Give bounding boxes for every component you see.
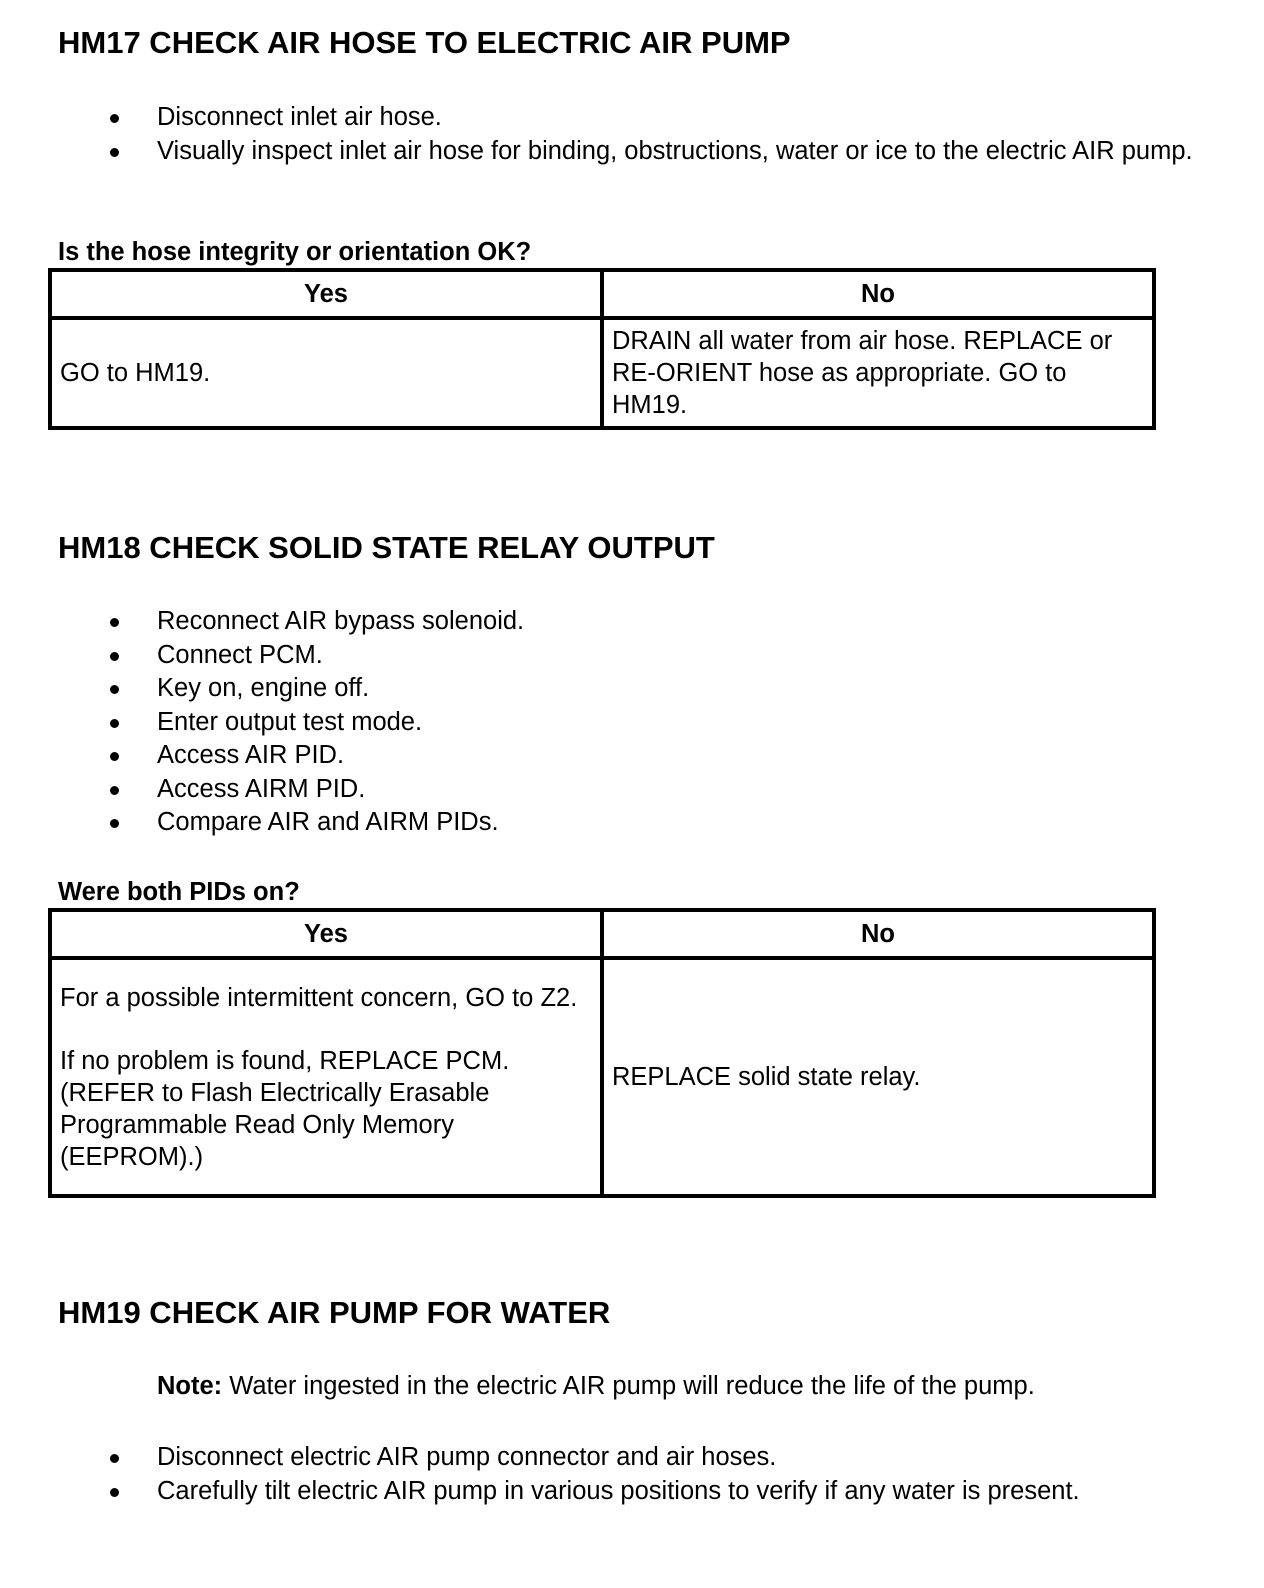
bullet-icon <box>110 148 119 157</box>
hm18-no-header: No <box>602 910 1154 958</box>
hm19-note <box>157 1370 1035 1403</box>
hm17-decision-table <box>48 268 1156 430</box>
bullet-icon <box>110 1454 119 1463</box>
hm18-step: Access AIR PID. <box>0 739 1197 773</box>
hm17-yes-header: Yes <box>50 270 602 318</box>
bullet-icon <box>110 786 119 795</box>
hm18-question: Were both PIDs on? <box>58 878 300 906</box>
bullet-icon <box>110 719 119 728</box>
hm17-step: Disconnect inlet air hose. <box>0 101 1197 135</box>
bullet-icon <box>110 114 119 123</box>
hm19-step: Disconnect electric AIR pump connector and air hoses. <box>0 1441 1197 1475</box>
hm18-step: Compare AIR and AIRM PIDs. <box>0 806 1197 840</box>
bullet-icon <box>110 618 119 627</box>
hm18-yes-text-1: For a possible intermittent concern, GO to Z2. <box>60 983 578 1012</box>
note-text: Water ingested in the electric AIR pump will reduce the life of the pump. <box>222 1372 1035 1400</box>
hm19-steps <box>0 1441 1197 1508</box>
bullet-icon <box>110 819 119 828</box>
hm18-yes-header: Yes <box>50 910 602 958</box>
hm17-no-cell: DRAIN all water from air hose. REPLACE or RE-ORIENT hose as appropriate. GO to HM19. <box>602 318 1154 428</box>
hm18-decision-table <box>48 908 1156 1198</box>
hm19-step: Carefully tilt electric AIR pump in various positions to verify if any water is present. <box>0 1475 1197 1509</box>
hm17-yes-cell: GO to HM19. <box>50 318 602 428</box>
hm18-no-cell: REPLACE solid state relay. <box>602 958 1154 1196</box>
hm18-step: Reconnect AIR bypass solenoid. <box>0 605 1197 639</box>
hm18-step: Connect PCM. <box>0 639 1197 673</box>
hm18-step: Access AIRM PID. <box>0 773 1197 807</box>
bullet-icon <box>110 1488 119 1497</box>
hm17-title: HM17 CHECK AIR HOSE TO ELECTRIC AIR PUMP <box>58 25 791 60</box>
hm18-yes-cell <box>50 958 602 1196</box>
hm17-question: Is the hose integrity or orientation OK? <box>58 238 532 266</box>
hm18-yes-text-2: If no problem is found, REPLACE PCM. (REFER to Flash Electrically Erasable Programmable Read Only Memory (EEPROM).) <box>60 1046 510 1171</box>
bullet-icon <box>110 652 119 661</box>
hm18-title: HM18 CHECK SOLID STATE RELAY OUTPUT <box>58 530 715 565</box>
hm17-step: Visually inspect inlet air hose for binding, obstructions, water or ice to the electric AIR pump. <box>0 135 1197 169</box>
cell-spacer <box>60 1014 592 1045</box>
hm18-step: Enter output test mode. <box>0 706 1197 740</box>
bullet-icon <box>110 752 119 761</box>
hm17-no-header: No <box>602 270 1154 318</box>
hm18-steps <box>0 605 1197 840</box>
hm19-title: HM19 CHECK AIR PUMP FOR WATER <box>58 1295 611 1330</box>
hm18-step: Key on, engine off. <box>0 672 1197 706</box>
hm17-steps <box>0 101 1197 168</box>
note-label: Note: <box>157 1372 223 1400</box>
bullet-icon <box>110 685 119 694</box>
